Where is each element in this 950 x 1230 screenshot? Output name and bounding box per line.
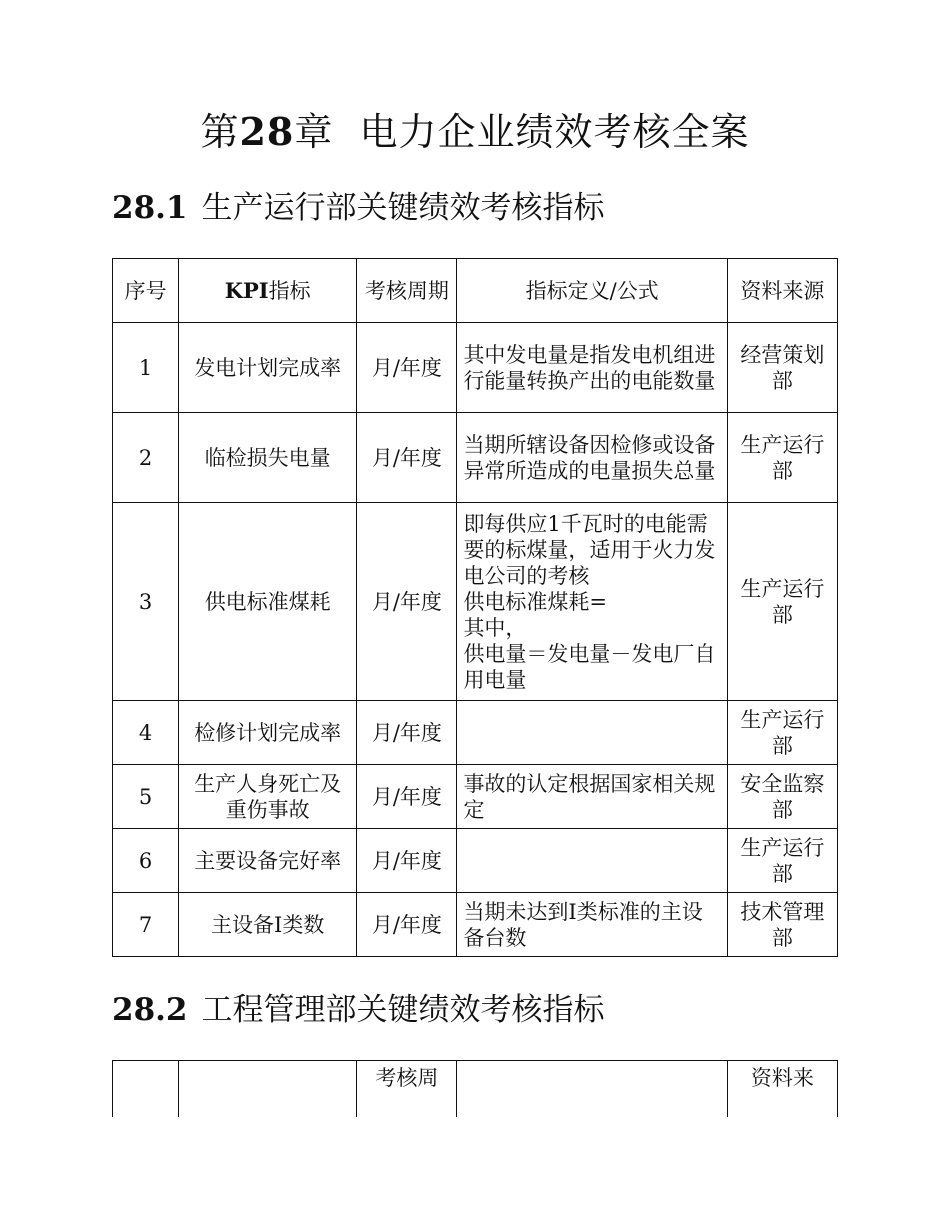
definition-line: 供电量＝发电量－发电厂自用电量: [463, 641, 716, 692]
definition-line: 事故的认定根据国家相关规定: [463, 771, 716, 822]
cell-definition: [457, 323, 727, 413]
cell-kpi: 供电标准煤耗: [179, 503, 357, 701]
cell-period: 月/年度: [357, 323, 457, 413]
definition-line: 当期所辖设备因检修或设备异常所造成的电量损失总量: [463, 432, 716, 483]
header-period: 考核周: [357, 1061, 457, 1119]
header-index: 序号: [113, 259, 179, 323]
chapter-number: 28: [239, 109, 295, 154]
cell-index: 3: [113, 503, 179, 701]
header-definition: 指标定义/公式: [457, 259, 727, 323]
cell-kpi: 检修计划完成率: [179, 701, 357, 765]
definition-line: 其中发电量是指发电机组进行能量转换产出的电能数量: [463, 342, 716, 393]
chapter-title-text: 电力企业绩效考核全案: [359, 110, 750, 154]
cell-source: 经营策划部: [727, 323, 837, 413]
cell-definition: [457, 701, 727, 765]
table-row: [113, 829, 838, 893]
header-definition: [457, 1061, 727, 1119]
kpi-table-production: [112, 258, 838, 957]
cell-index: 6: [113, 829, 179, 893]
cell-definition: [457, 765, 727, 829]
table-row: [113, 323, 838, 413]
table-row: [113, 503, 838, 701]
cell-period: 月/年度: [357, 829, 457, 893]
table-row: [113, 413, 838, 503]
cell-period: 月/年度: [357, 503, 457, 701]
table-row: [113, 765, 838, 829]
cell-kpi: 发电计划完成率: [179, 323, 357, 413]
section-title-1: [112, 188, 605, 228]
table-row: [113, 701, 838, 765]
definition-line: 即每供应1千瓦时的电能需要的标煤量，适用于火力发电公司的考核: [463, 511, 716, 588]
section-title-text: 生产运行部关键绩效考核指标: [201, 190, 605, 226]
header-index: [113, 1061, 179, 1119]
cell-source: 生产运行部: [727, 829, 837, 893]
page-bottom-margin: [0, 1117, 950, 1230]
header-kpi-rest: 指标: [268, 278, 311, 303]
table-header-row: [113, 259, 838, 323]
cell-index: 4: [113, 701, 179, 765]
cell-definition: [457, 829, 727, 893]
cell-index: 5: [113, 765, 179, 829]
cell-kpi: 生产人身死亡及重伤事故: [179, 765, 357, 829]
cell-period: 月/年度: [357, 701, 457, 765]
chapter-prefix: 第: [200, 110, 240, 154]
cell-source: 生产运行部: [727, 503, 837, 701]
section-number: 28.2: [112, 992, 188, 1028]
definition-line: 其中，: [463, 615, 527, 640]
header-kpi-bold: KPI: [224, 277, 269, 303]
chapter-title: [0, 108, 950, 156]
cell-source: 安全监察部: [727, 765, 837, 829]
cell-source: 生产运行部: [727, 413, 837, 503]
header-source: 资料来源: [727, 259, 837, 323]
header-kpi: [179, 259, 357, 323]
cell-source: 生产运行部: [727, 701, 837, 765]
section-number: 28.1: [112, 190, 188, 226]
header-kpi: [179, 1061, 357, 1119]
cell-period: 月/年度: [357, 893, 457, 957]
table-row: [113, 893, 838, 957]
cell-definition: [457, 413, 727, 503]
cell-kpi: 主设备Ⅰ类数: [179, 893, 357, 957]
definition-line: 供电标准煤耗=: [463, 589, 608, 614]
cell-kpi: 主要设备完好率: [179, 829, 357, 893]
cell-kpi: 临检损失电量: [179, 413, 357, 503]
cell-index: 7: [113, 893, 179, 957]
cell-index: 2: [113, 413, 179, 503]
definition-line: 当期未达到Ⅰ类标准的主设备台数: [463, 899, 703, 950]
cell-period: 月/年度: [357, 413, 457, 503]
section-title-2: [112, 990, 605, 1030]
kpi-table-engineering: [112, 1060, 838, 1119]
header-period: 考核周期: [357, 259, 457, 323]
cell-index: 1: [113, 323, 179, 413]
header-source: 资料来: [727, 1061, 837, 1119]
table-header-row: [113, 1061, 838, 1119]
cell-definition: [457, 503, 727, 701]
chapter-suffix: 章: [294, 110, 334, 154]
cell-period: 月/年度: [357, 765, 457, 829]
cell-definition: [457, 893, 727, 957]
cell-source: 技术管理部: [727, 893, 837, 957]
section-title-text: 工程管理部关键绩效考核指标: [201, 992, 605, 1028]
